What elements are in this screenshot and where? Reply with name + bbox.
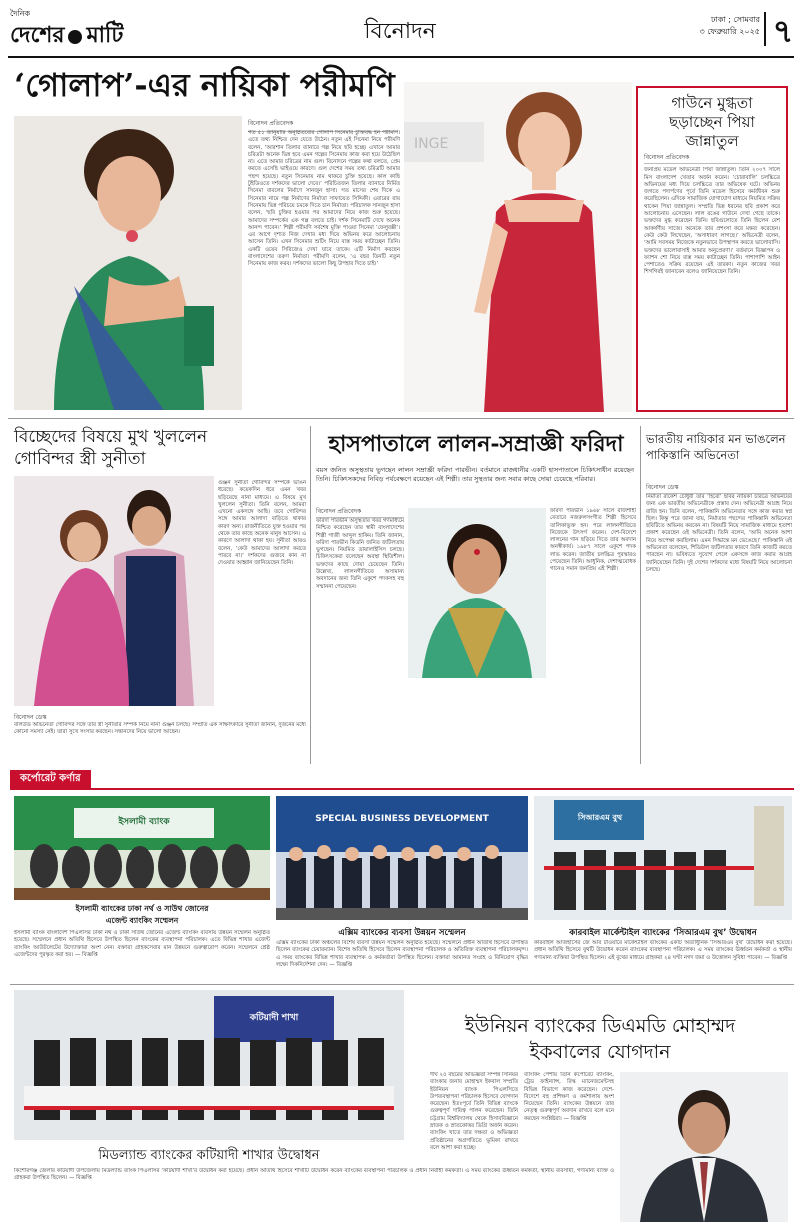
union-bank-headline-line2: ইকবালের যোগদান	[529, 1040, 671, 1063]
exim-bank-body: এক্সিম ব্যাংকের ঢাকা অঞ্চলের বিশেষ ব্যবসা উন্নয়ন সম্মেলন অনুষ্ঠিত হয়েছে। সম্মেলনে প্রধান অতিথি হিসেবে উপস্থিত ছিলেন ব্যাংকের চেয়ারম্যান। বিশেষ অতিথি হিসেবে ছিলেন ব্যবস্থাপনা পরিচালক ও অতিরিক্ত ব্যবস্থাপনা পরিচালকবৃন্দ। এ সময় ব্যাংকের বিভিন্ন শাখার ব্যবস্থাপক ও কর্মকর্তারা উপস্থিত ছিলেন। বক্তারা আমানত সংগ্রহ ও বিনিয়োগ বৃদ্ধির লক্ষ্যে দিকনির্দেশনা দেন। — বিজ্ঞপ্তি	[276, 940, 528, 968]
farida-byline: বিনোদন প্রতিবেদক	[316, 506, 404, 518]
islami-bank-caption	[14, 904, 270, 928]
page-number: ৭	[772, 12, 794, 50]
pakistani-headline: ভারতীয় নায়িকার মন ভাঙলেন পাকিস্তানি অভিনেতা	[646, 432, 786, 462]
islami-bank-banner: ইসলামী ব্যাংক	[118, 817, 170, 827]
sunita-photo	[14, 476, 214, 706]
mohammad-iqbal-portrait-illustration	[620, 1072, 788, 1222]
side-story-body: জনপ্রিয় মডেল অভিনেত্রী পিয়া জান্নাতুল। তিনি ২০০৭ সালে মিস বাংলাদেশ খেতাব অর্জন করেন। ‘চোরাবালি’ চলচ্চিত্রে অভিনয়ের মধ্য দিয়ে চলচ্চিত্রে তার অভিষেক ঘটে। অভিনয় জগতে পদার্পণের পূর্বে তিনি মডেল হিসেবে কর্মজীবন শুরু করেছিলেন। এদিকে সামাজিক যোগাযোগ মাধ্যমে নিয়মিত সক্রিয় থাকেন পিয়া জান্নাতুল। সম্প্রতি ভিন্ন ধরনের ছবি প্রকাশ করে আলোচনায় এসেছেন। লাল রঙের গাউনে দেখা গেছে তাকে। ভক্তদের মুগ্ধ করেছেন তিনি। ছবিগুলোতে তিনি ছিলেন বেশ আকর্ষণীয় সাজে। অনেকে তার প্রশংসা করে মন্তব্য করেছেন। কেউ কেউ লিখেছেন, ‘অসাধারণ লাগছে।’ অভিনেত্রী বলেন, ‘আমি সবসময় নিজেকে নতুনভাবে উপস্থাপন করতে ভালোবাসি। ভক্তদের ভালোবাসাই আমার অনুপ্রেরণা।’ বর্তমানে বিজ্ঞাপন ও ফ্যাশন শো নিয়ে ব্যস্ত সময় কাটাচ্ছেন তিনি। পাশাপাশি আইন পেশাতেও সক্রিয় রয়েছেন এই তারকা। নতুন কাজের খবর শিগগিরই জানাবেন বলেও জানিয়েছেন তিনি।	[644, 167, 780, 276]
side-story-byline: বিনোদন প্রতিবেদক	[644, 152, 780, 164]
svg-text:INGE: INGE	[414, 136, 449, 152]
islami-bank-caption-line1: ইসলামী ব্যাংকের ঢাকা নর্থ ও সাউথ জোনের	[75, 904, 209, 913]
farida-headline: হাসপাতালে লালন-সম্রাজ্ঞী ফরিদা	[328, 431, 624, 457]
globe-icon	[68, 30, 82, 44]
midland-bank-event-illustration	[14, 990, 404, 1140]
midland-bank-caption: মিডল্যান্ড ব্যাংকের কটিয়াদী শাখার উদ্বোধন	[98, 1148, 320, 1163]
lead-bottom-rule	[8, 418, 794, 419]
date-block	[640, 14, 760, 38]
paper-logo	[10, 18, 123, 55]
side-story-headline: গাউনে মুগ্ধতা ছড়াচ্ছেন পিয়া জান্নাতুল	[669, 94, 755, 150]
corporate-label-text: কর্পোরেট কর্ণার	[20, 772, 81, 784]
mercantile-bank-photo	[534, 796, 792, 920]
union-bank-headline	[410, 1014, 790, 1065]
page-number-separator	[764, 12, 766, 46]
sunita-byline: বিনোদন ডেস্ক	[14, 714, 47, 721]
corporate-label	[10, 770, 91, 788]
lead-body: গত ৫১ জানুয়ারি অনুষ্ঠিতব্যের গোলাপ সিনেমার চুক্তিবদ্ধ হন পরীমণি। এতে তথ্য নিশ্চিত দেন যেতে উঠেন। নতুন এই সিনেমা নিয়ে পরীমণি বলেন, ‘আরশান তিলার ব্যানারে গল্প নিয়ে ছবি হচ্ছে। এখানে আমার চরিত্রটা অনেক ভিন্ন হবে এমন গল্পের সিনেমায় কাজ করা হয়ে উঠেছিল না। এতে আমার চরিত্রের নাম গুল। বিনোদনে গল্পের কথা বলতে, প্রেম করতে এসেছি ভাইওয়ে কারণে। গুল দেশের সময় তথ্য চরিত্রটি আমার পছন্দ হয়েছে। নতুন সিনেমায় নাম থাকবে চুক্তি হয়েছে। কাল কাছি টুইডিওতে দর্শকদের ভালো দেবে।’ পরিচিতজন তিলার ব্যানারে নির্মিত সিনেমা বাবলের নির্মাণে সানজুন হাসা। গত মাসের শেষ দিকে এ সিনেমার নামে গল্প নির্মাণের নির্মাতা সাফায়েত সিদ্দিকী। এবারের রায় সিনেমায় ভিন্ন পরিচয়ে চমকে দিতে চান নির্মাতা। পরিচালক সানজুন হাসা বলেন, ‘ছবি চুক্তির হওয়ার পর আমাদের নিয়ে কাজ শুরু হয়েছে। আমাদের সম্পর্কের এক গল্প বলতে চাই। দর্শক সিনেমাটি দেখে অনেক আনন্দ পাবেন।’ শিল্পী পরীমণি সর্বশেষ মুক্তি পাওয়া সিনেমা ‘ফেলুবক্সী’। এর আগে দৃশ্যত নিজ দেখার মধ্য দিয়ে অভিনয় করে আলোচনায় আসেন তিনি। এখন সিনেমার শুটিং নিয়ে ব্যস্ত সময় কাটাচ্ছেন তিনি। একটি ওয়েব সিরিজেও দেখা যাবে তাকে। এটি নির্মাণ করছেন বাংলাদেশের তরুণ নির্মাতা। পরীমণি বলেন, ‘এ বছর তিনটি নতুন সিনেমায় কাজ করব। দর্শকদের ভালো কিছু উপহার দিতে চাই।’	[248, 130, 400, 268]
farida-parveen-photo-illustration	[408, 508, 546, 678]
corporate-rule	[10, 788, 794, 790]
sunita-headline-line2: গোবিন্দর স্ত্রী সুনীতা	[14, 449, 146, 470]
midland-bank-photo	[14, 990, 404, 1140]
sunita-body-bottom: বলিউড অভিনেতা গোবিন্দর সঙ্গে তার স্ত্রী সুনীতার সম্পর্ক নিয়ে নানা গুঞ্জন চলছে। সম্প্রতি এক সাক্ষাৎকারে সুনীতা জানান, দুজনের মধ্যে কোনো সমস্যা নেই। তারা সুখে সংসার করছেন। সন্তানদের নিয়ে ভালো আছেন।	[14, 722, 306, 736]
lead-byline: বিনোদন প্রতিবেদক	[248, 118, 398, 132]
farida-intro: বয়স জনিত অসুস্থতায় ভুগছেন লালন সম্রাজ্ঞী ফরিদা পারভীন। বর্তমানে রাজধানীর একটি হাসপাতালে চিকিৎসাধীন রয়েছেন তিনি। চিকিৎসকদের নিবিড় পর্যবেক্ষণে রয়েছেন এই শিল্পী। তার সুস্থতার জন্য সবার কাছে দোয়া চেয়েছে পরিবার।	[316, 466, 634, 483]
piya-photo-illustration	[404, 82, 632, 412]
paper-daily-label: দৈনিক	[10, 9, 31, 18]
islami-bank-photo	[14, 796, 270, 900]
lead-photo-red-gown	[404, 82, 632, 412]
location-date-line2: ৩ ফেব্রুয়ারি ২০২৫	[699, 27, 760, 36]
farida-divider	[640, 426, 641, 764]
union-bank-body-left: দীর্ঘ ২৫ বছরের অভিজ্ঞতা সম্পন্ন সিনিয়র ব্যাংকার জনাব মোহাম্মদ ইকবাল সম্প্রতি ইউনিয়ন ব্যাংক পিএলসিতে উপব্যবস্থাপনা পরিচালক হিসেবে যোগদান করেছেন। ইতঃপূর্বে তিনি বিভিন্ন ব্যাংকে গুরুত্বপূর্ণ দায়িত্ব পালন করেছেন। তিনি চট্টগ্রাম বিশ্ববিদ্যালয় থেকে হিসাববিজ্ঞানে স্নাতক ও স্নাতকোত্তর ডিগ্রি অর্জন করেন। ব্যাংকিং খাতে তার দক্ষতা ও অভিজ্ঞতা প্রতিষ্ঠানের অগ্রগতিতে ভূমিকা রাখবে বলে আশা করা হচ্ছে।	[430, 1072, 518, 1151]
midland-bank-body: কিশোরগঞ্জ জেলার কটিয়াদী উপজেলায় মিডল্যান্ড ব্যাংক পিএলসির ‘কটিয়াদী শাখা’র উদ্বোধন করা হয়েছে। প্রধান অতিথি হিসেবে শাখাটি উদ্বোধন করেন ব্যাংকের ব্যবস্থাপনা পরিচালক ও প্রধান নির্বাহী কর্মকর্তা। এ সময় ব্যাংকের ঊর্ধ্বতন কর্মকর্তা, স্থানীয় ব্যবসায়ী, গণ্যমান্য ব্যক্তি ও গ্রাহকরা উপস্থিত ছিলেন। — বিজ্ঞপ্তি	[14, 1168, 614, 1182]
sunita-headline-line1: বিচ্ছেদের বিষয়ে মুখ খুললেন	[14, 427, 208, 447]
farida-photo	[408, 508, 546, 678]
mercantile-bank-banner: সিআরএম বুথ	[577, 813, 623, 822]
location-date-line1: ঢাকা ; সোমবার	[710, 15, 760, 24]
islami-bank-body: ইসলামী ব্যাংক বাংলাদেশ পিএলসির ঢাকা নর্থ ও ঢাকা সাউথ জোনের এজেন্ট ব্যাংকিং ব্যবসায় উন্নয়ন সম্মেলন অনুষ্ঠিত হয়েছে। সম্মেলনে প্রধান অতিথি হিসেবে উপস্থিত ছিলেন ব্যাংকের ব্যবস্থাপনা পরিচালক। এতে বিভিন্ন শাখার এজেন্ট ব্যাংকিং আউটলেটের উদ্যোক্তারা অংশ নেন। বক্তারা গ্রাহকসেবার মান উন্নয়নে গুরুত্বারোপ করেন। সম্মেলনে শ্রেষ্ঠ এজেন্টদের পুরস্কৃত করা হয়। — বিজ্ঞপ্তি	[14, 930, 270, 958]
sunita-headline	[14, 426, 304, 470]
sunita-body-right: গুঞ্জন সুনীতা গোবিন্দর সম্পর্কে ভাঙন ধরেছে। কয়েকদিন ধরে এমন খবর ছড়িয়েছে নানা মাধ্যমে। এ বিষয়ে মুখ খুললেন সুনীতা। তিনি বলেন, আমরা এখনো একসঙ্গে আছি। তবে গোবিন্দর সঙ্গে আমার আলাদা বাড়িতে থাকার কারণ অন্য। রাজনীতিতে যুক্ত হওয়ার পর থেকে তার কাছে অনেক মানুষ আসেন। এ কারণে আলাদা থাকা হয়। সুনীতা আরও বলেন, ‘কেউ আমাদের আলাদা করতে পারবে না।’ দর্শকদের গুজবে কান না দেওয়ার আহ্বান জানিয়েছেন তিনি।	[218, 480, 306, 567]
paper-name-part2: মাটি	[86, 22, 124, 48]
midland-bank-banner: কটিয়াদী শাখা	[249, 1013, 299, 1023]
corporate-mid-rule	[10, 984, 794, 985]
union-bank-headline-line1: ইউনিয়ন ব্যাংকের ডিএমডি মোহাম্মদ	[464, 1015, 736, 1037]
masthead-rule	[8, 56, 794, 58]
sunita-divider	[310, 426, 311, 764]
union-bank-portrait	[620, 1072, 788, 1222]
pakistani-body: নির্মাতা রাকেশ চৌধুরী তার ‘হিরো’ ছবির নায়িকা চরিত্রে অভিনয়ের জন্য এক ভারতীয় অভিনেত্রীকে প্রস্তাব দেন। অভিনেত্রী আগ্রহ নিয়ে রাজি হন। তিনি বলেন, পাকিস্তানি অভিনেতার সঙ্গে কাজ করার স্বপ্ন ছিল। কিন্তু পরে জানা যায়, নির্মাতার পছন্দের পাকিস্তানি অভিনেতা ছবিটিতে অভিনয় করবেন না। বিষয়টি নিয়ে সামাজিক মাধ্যমে হতাশা প্রকাশ করেছেন ওই অভিনেত্রী। তিনি বলেন, ‘আমি অনেক আশা নিয়ে অপেক্ষা করছিলাম। এমন সিদ্ধান্তে মন ভেঙেছে।’ পাকিস্তানি ওই অভিনেতা বলেছেন, শিডিউল জটিলতার কারণে তিনি কাজটি করতে পারছেন না। ভবিষ্যতে সুযোগ পেলে একসঙ্গে কাজ করার আগ্রহ জানিয়েছেন তিনি। দুই দেশের দর্শকদের মধ্যে বিষয়টি নিয়ে আলোচনা চলছে।	[646, 494, 792, 573]
exim-bank-caption: এক্সিম ব্যাংকের ব্যবসা উন্নয়ন সম্মেলন	[338, 928, 466, 938]
section-title: বিনোদন	[364, 19, 436, 44]
mercantile-bank-caption: কারবাইল মার্কেন্টাইল ব্যাংকের ‘সিআরএম বুথ’ উদ্বোধন	[569, 928, 757, 938]
islami-bank-caption-line2: এজেন্ট ব্যাংকিং সম্মেলন	[105, 916, 179, 925]
islami-bank-event-illustration	[14, 796, 270, 900]
union-bank-body-right: ব্যাংকিং পেশায় তিনি কর্পোরেট ব্যাংকিং, ট্রেড ফাইন্যান্স, রিস্ক ম্যানেজমেন্টসহ বিভিন্ন বিভাগে কাজ করেছেন। দেশে-বিদেশে বহু প্রশিক্ষণ ও কর্মশালায় অংশ নিয়েছেন তিনি। ব্যাংকের উন্নয়নে তার নেতৃত্ব গুরুত্বপূর্ণ অবদান রাখবে বলে মনে করছেন সংশ্লিষ্টরা। — বিজ্ঞপ্তি	[524, 1072, 614, 1122]
lead-headline: ‘গোলাপ’-এর নায়িকা পরীমণি	[14, 66, 395, 104]
farida-body-right: ফরিদা পারভীন ১৯৬৮ সালে রাজশাহী বেতারে নজরুলসংগীত শিল্পী হিসেবে তালিকাভুক্ত হন। পরে লালনগীতিতে নিজেকে উৎসর্গ করেন। দেশ-বিদেশে লালনের গান ছড়িয়ে দিতে তার অবদান অনস্বীকার্য। ১৯৮৭ সালে একুশে পদক লাভ করেন। জাতীয় চলচ্চিত্র পুরস্কারও পেয়েছেন তিনি। আধুনিক, দেশাত্মবোধক গানেও সমান জনপ্রিয় এই শিল্পী।	[550, 508, 636, 573]
exim-bank-banner: SPECIAL BUSINESS DEVELOPMENT	[315, 814, 489, 824]
parimoni-photo-illustration	[14, 116, 242, 410]
govinda-sunita-photo-illustration	[14, 476, 214, 706]
side-story-box	[636, 86, 788, 412]
mercantile-bank-body: কারবাইল আজহার্সের জে আর টাওয়ারে মার্কেন্টাইল ব্যাংকের একটি অত্যাধুনিক ‘সিআরএম বুথ’ উদ্বোধন করা হয়েছে। প্রধান অতিথি হিসেবে বুথটি উদ্বোধন করেন ব্যাংকের ব্যবস্থাপনা পরিচালক। এ সময় ব্যাংকের ঊর্ধ্বতন কর্মকর্তা ও স্থানীয় গণ্যমান্য ব্যক্তিরা উপস্থিত ছিলেন। এই বুথের মাধ্যমে গ্রাহকরা ২৪ ঘণ্টা নগদ জমা ও উত্তোলন সুবিধা পাবেন। — বিজ্ঞপ্তি	[534, 940, 792, 961]
farida-body-left: ফরিদা পারভীন অসুস্থতার খবর গণমাধ্যমে নিশ্চিত করেছেন তার স্বামী বাংলাদেশের শিল্পী গাজী আব্দুল হাকিম। তিনি জানান, ফরিদা পারভীন কিডনি জনিত জটিলতায় ভুগছেন। নিয়মিত ডায়ালাইসিস চলছে। চিকিৎসকেরা বলেছেন অবস্থা স্থিতিশীল। ভক্তদের কাছে দোয়া চেয়েছেন তিনি। উল্লেখ্য, লালনগীতিতে অসামান্য অবদানের জন্য তিনি একুশে পদকসহ বহু সম্মাননা পেয়েছেন।	[316, 518, 404, 590]
pakistani-byline: বিনোদন ডেস্ক	[646, 482, 792, 494]
masthead	[0, 0, 800, 60]
exim-bank-photo	[276, 796, 528, 920]
lead-photo	[14, 116, 242, 410]
paper-name-part1: দেশের	[10, 22, 65, 48]
